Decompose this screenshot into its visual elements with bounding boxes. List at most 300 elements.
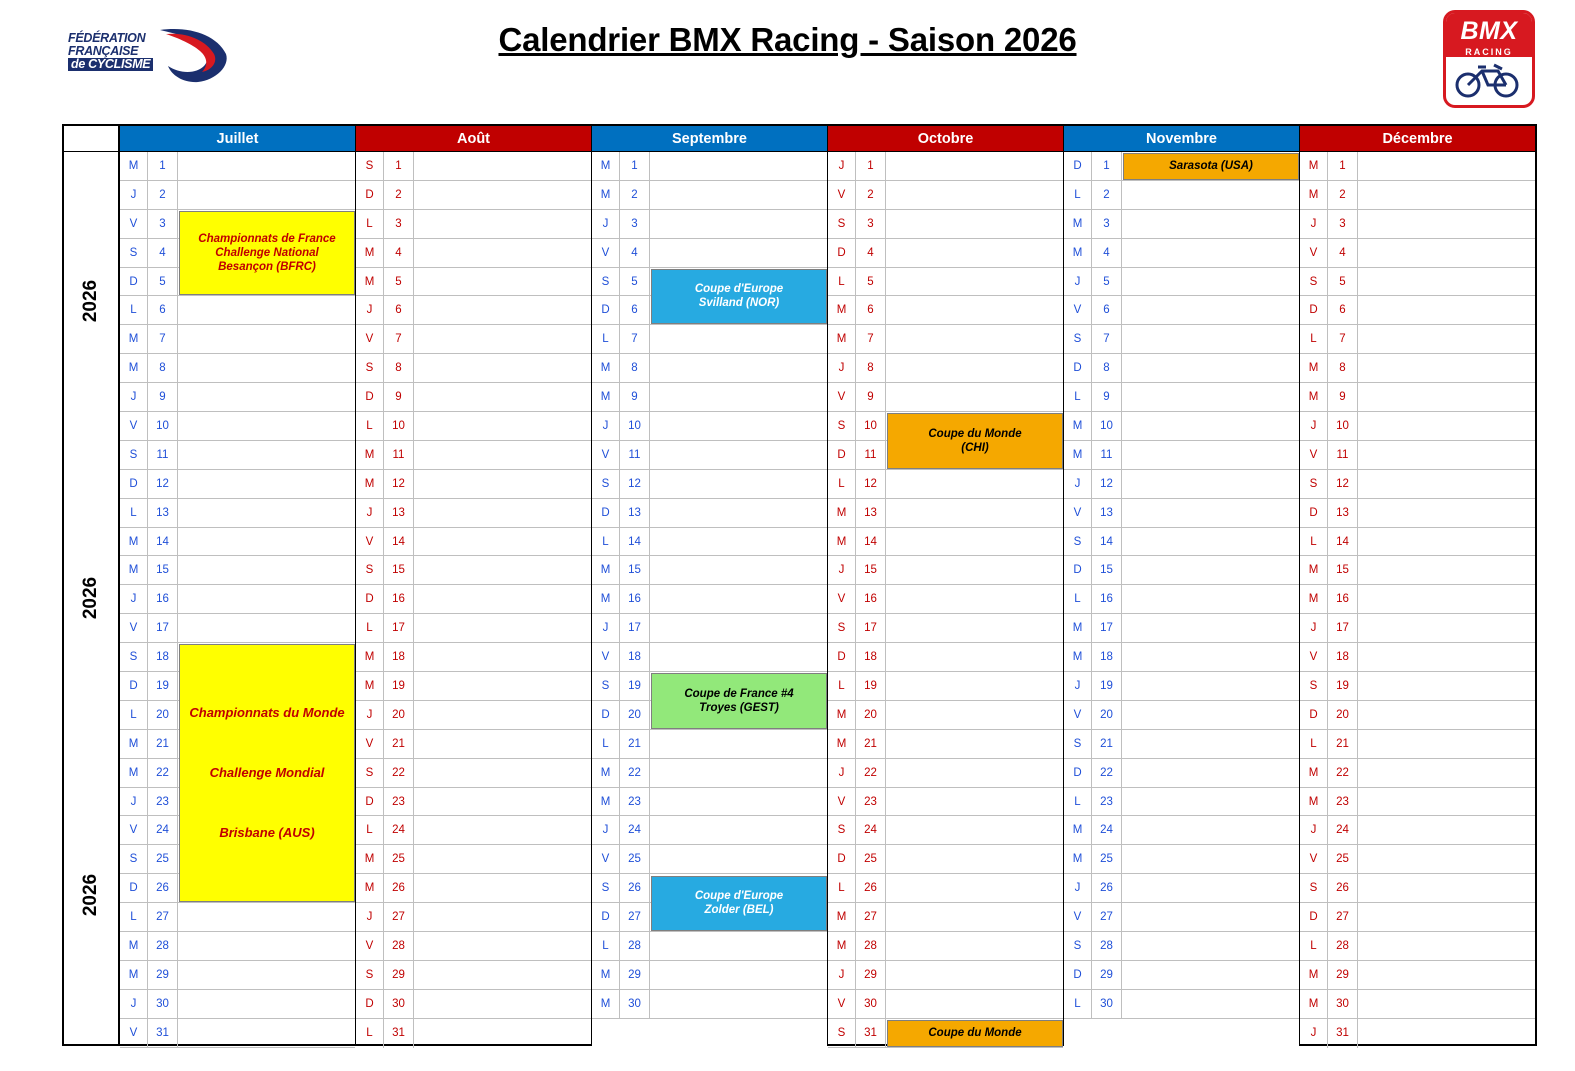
- event-cell[interactable]: [886, 701, 1063, 729]
- day-row[interactable]: [1300, 730, 1535, 759]
- event-cell[interactable]: [1358, 874, 1535, 902]
- day-row[interactable]: [356, 643, 591, 672]
- day-row[interactable]: [1300, 643, 1535, 672]
- day-row[interactable]: [1064, 181, 1299, 210]
- event-cell[interactable]: [414, 181, 591, 209]
- day-row[interactable]: [356, 383, 591, 412]
- event-cell[interactable]: [1358, 730, 1535, 758]
- event-cell[interactable]: [1122, 672, 1299, 700]
- day-row[interactable]: [1064, 845, 1299, 874]
- event-cell[interactable]: [886, 990, 1063, 1018]
- day-row[interactable]: [356, 470, 591, 499]
- event-cell[interactable]: [414, 239, 591, 267]
- event-cell[interactable]: [1122, 412, 1299, 440]
- calendar-event[interactable]: [1123, 153, 1299, 180]
- day-row[interactable]: [1300, 990, 1535, 1019]
- day-row[interactable]: [592, 845, 827, 874]
- event-cell[interactable]: [886, 730, 1063, 758]
- day-row[interactable]: [1300, 239, 1535, 268]
- day-row[interactable]: [828, 239, 1063, 268]
- day-row[interactable]: [356, 845, 591, 874]
- day-row[interactable]: [120, 528, 355, 557]
- day-row[interactable]: [592, 383, 827, 412]
- event-cell[interactable]: [1122, 499, 1299, 527]
- day-row[interactable]: [120, 383, 355, 412]
- event-cell[interactable]: [1358, 556, 1535, 584]
- day-row[interactable]: [356, 528, 591, 557]
- event-cell[interactable]: [1358, 268, 1535, 296]
- day-row[interactable]: [120, 181, 355, 210]
- day-row[interactable]: [828, 816, 1063, 845]
- event-cell[interactable]: [650, 614, 827, 642]
- day-row[interactable]: [592, 585, 827, 614]
- event-cell[interactable]: [886, 643, 1063, 671]
- day-row[interactable]: [828, 672, 1063, 701]
- day-row[interactable]: [356, 961, 591, 990]
- calendar-event[interactable]: [651, 876, 827, 932]
- event-cell[interactable]: [1122, 585, 1299, 613]
- calendar-event[interactable]: [887, 1020, 1063, 1047]
- event-cell[interactable]: [414, 152, 591, 180]
- day-row[interactable]: [1064, 759, 1299, 788]
- day-row[interactable]: [1300, 354, 1535, 383]
- event-cell[interactable]: [886, 614, 1063, 642]
- day-row[interactable]: [1064, 730, 1299, 759]
- day-row[interactable]: [356, 556, 591, 585]
- event-cell[interactable]: [178, 412, 355, 440]
- day-row[interactable]: [1300, 325, 1535, 354]
- event-cell[interactable]: [886, 383, 1063, 411]
- day-row[interactable]: [1064, 585, 1299, 614]
- day-row[interactable]: [828, 296, 1063, 325]
- event-cell[interactable]: [650, 470, 827, 498]
- day-row[interactable]: [828, 961, 1063, 990]
- event-cell[interactable]: [1122, 441, 1299, 469]
- day-row[interactable]: [120, 412, 355, 441]
- event-cell[interactable]: [886, 932, 1063, 960]
- event-cell[interactable]: [1122, 181, 1299, 209]
- day-row[interactable]: [1064, 990, 1299, 1019]
- event-cell[interactable]: [1122, 296, 1299, 324]
- event-cell[interactable]: [178, 528, 355, 556]
- day-row[interactable]: [592, 354, 827, 383]
- event-cell[interactable]: [414, 268, 591, 296]
- day-row[interactable]: [592, 412, 827, 441]
- event-cell[interactable]: [886, 470, 1063, 498]
- day-row[interactable]: [1300, 845, 1535, 874]
- event-cell[interactable]: [178, 296, 355, 324]
- event-cell[interactable]: [414, 903, 591, 931]
- day-row[interactable]: [1300, 268, 1535, 297]
- day-row[interactable]: [1064, 816, 1299, 845]
- day-row[interactable]: [356, 932, 591, 961]
- event-cell[interactable]: [1358, 181, 1535, 209]
- event-cell[interactable]: [650, 816, 827, 844]
- day-row[interactable]: [592, 730, 827, 759]
- event-cell[interactable]: [414, 759, 591, 787]
- event-cell[interactable]: [414, 556, 591, 584]
- event-cell[interactable]: [1122, 903, 1299, 931]
- event-cell[interactable]: [886, 585, 1063, 613]
- day-row[interactable]: [356, 239, 591, 268]
- event-cell[interactable]: [1358, 296, 1535, 324]
- day-row[interactable]: [592, 441, 827, 470]
- event-cell[interactable]: [1122, 268, 1299, 296]
- event-cell[interactable]: [1358, 816, 1535, 844]
- event-cell[interactable]: [414, 990, 591, 1018]
- event-cell[interactable]: [1122, 874, 1299, 902]
- day-row[interactable]: [1064, 903, 1299, 932]
- event-cell[interactable]: [414, 325, 591, 353]
- event-cell[interactable]: [178, 470, 355, 498]
- event-cell[interactable]: [886, 181, 1063, 209]
- event-cell[interactable]: [650, 961, 827, 989]
- event-cell[interactable]: [414, 585, 591, 613]
- day-row[interactable]: [356, 268, 591, 297]
- day-row[interactable]: [1064, 788, 1299, 817]
- event-cell[interactable]: [886, 903, 1063, 931]
- day-row[interactable]: [356, 441, 591, 470]
- day-row[interactable]: [1300, 1019, 1535, 1048]
- event-cell[interactable]: [1358, 1019, 1535, 1048]
- event-cell[interactable]: [650, 499, 827, 527]
- day-row[interactable]: [120, 585, 355, 614]
- event-cell[interactable]: [886, 759, 1063, 787]
- event-cell[interactable]: [178, 499, 355, 527]
- day-row[interactable]: [592, 990, 827, 1019]
- day-row[interactable]: [828, 903, 1063, 932]
- day-row[interactable]: [592, 643, 827, 672]
- day-row[interactable]: [1300, 672, 1535, 701]
- day-row[interactable]: [1064, 325, 1299, 354]
- event-cell[interactable]: [886, 816, 1063, 844]
- event-cell[interactable]: [886, 499, 1063, 527]
- day-row[interactable]: [1064, 556, 1299, 585]
- day-row[interactable]: [1300, 181, 1535, 210]
- day-row[interactable]: [356, 759, 591, 788]
- event-cell[interactable]: [1358, 701, 1535, 729]
- event-cell[interactable]: [650, 845, 827, 873]
- day-row[interactable]: [828, 499, 1063, 528]
- day-row[interactable]: [1300, 903, 1535, 932]
- day-row[interactable]: [1300, 556, 1535, 585]
- day-row[interactable]: [592, 816, 827, 845]
- event-cell[interactable]: [178, 441, 355, 469]
- day-row[interactable]: [1064, 874, 1299, 903]
- event-cell[interactable]: [414, 614, 591, 642]
- day-row[interactable]: [1300, 874, 1535, 903]
- day-row[interactable]: [356, 788, 591, 817]
- event-cell[interactable]: [886, 528, 1063, 556]
- day-row[interactable]: [828, 152, 1063, 181]
- event-cell[interactable]: [650, 730, 827, 758]
- day-row[interactable]: [1300, 528, 1535, 557]
- day-row[interactable]: [1064, 354, 1299, 383]
- day-row[interactable]: [828, 210, 1063, 239]
- event-cell[interactable]: [1358, 961, 1535, 989]
- event-cell[interactable]: [178, 354, 355, 382]
- day-row[interactable]: [592, 239, 827, 268]
- day-row[interactable]: [356, 816, 591, 845]
- day-row[interactable]: [120, 932, 355, 961]
- event-cell[interactable]: [1358, 788, 1535, 816]
- event-cell[interactable]: [886, 556, 1063, 584]
- event-cell[interactable]: [1358, 210, 1535, 238]
- day-row[interactable]: [1064, 268, 1299, 297]
- day-row[interactable]: [828, 845, 1063, 874]
- day-row[interactable]: [1300, 441, 1535, 470]
- event-cell[interactable]: [1358, 354, 1535, 382]
- event-cell[interactable]: [1122, 730, 1299, 758]
- event-cell[interactable]: [650, 412, 827, 440]
- day-row[interactable]: [1300, 412, 1535, 441]
- day-row[interactable]: [120, 470, 355, 499]
- event-cell[interactable]: [1122, 961, 1299, 989]
- event-cell[interactable]: [414, 730, 591, 758]
- event-cell[interactable]: [1122, 210, 1299, 238]
- event-cell[interactable]: [1358, 614, 1535, 642]
- event-cell[interactable]: [414, 528, 591, 556]
- event-cell[interactable]: [886, 268, 1063, 296]
- day-row[interactable]: [1300, 210, 1535, 239]
- day-row[interactable]: [1300, 961, 1535, 990]
- event-cell[interactable]: [886, 354, 1063, 382]
- day-row[interactable]: [1300, 585, 1535, 614]
- day-row[interactable]: [592, 499, 827, 528]
- day-row[interactable]: [828, 932, 1063, 961]
- event-cell[interactable]: [886, 325, 1063, 353]
- day-row[interactable]: [1300, 701, 1535, 730]
- day-row[interactable]: [828, 383, 1063, 412]
- day-row[interactable]: [1300, 788, 1535, 817]
- event-cell[interactable]: [178, 383, 355, 411]
- event-cell[interactable]: [178, 585, 355, 613]
- event-cell[interactable]: [1358, 845, 1535, 873]
- day-row[interactable]: [1064, 470, 1299, 499]
- event-cell[interactable]: [1122, 816, 1299, 844]
- day-row[interactable]: [828, 268, 1063, 297]
- day-row[interactable]: [356, 325, 591, 354]
- day-row[interactable]: [356, 874, 591, 903]
- event-cell[interactable]: [650, 759, 827, 787]
- day-row[interactable]: [828, 325, 1063, 354]
- event-cell[interactable]: [414, 701, 591, 729]
- calendar-event[interactable]: [887, 413, 1063, 469]
- day-row[interactable]: [828, 470, 1063, 499]
- day-row[interactable]: [1300, 152, 1535, 181]
- calendar-event[interactable]: [651, 673, 827, 729]
- day-row[interactable]: [356, 1019, 591, 1048]
- event-cell[interactable]: [178, 990, 355, 1018]
- event-cell[interactable]: [178, 152, 355, 180]
- event-cell[interactable]: [1358, 528, 1535, 556]
- day-row[interactable]: [120, 1019, 355, 1048]
- day-row[interactable]: [828, 788, 1063, 817]
- event-cell[interactable]: [414, 643, 591, 671]
- event-cell[interactable]: [650, 788, 827, 816]
- event-cell[interactable]: [650, 556, 827, 584]
- day-row[interactable]: [1064, 239, 1299, 268]
- calendar-event[interactable]: [651, 269, 827, 325]
- day-row[interactable]: [592, 528, 827, 557]
- event-cell[interactable]: [886, 296, 1063, 324]
- event-cell[interactable]: [1358, 499, 1535, 527]
- event-cell[interactable]: [886, 845, 1063, 873]
- day-row[interactable]: [1300, 499, 1535, 528]
- day-row[interactable]: [120, 441, 355, 470]
- event-cell[interactable]: [414, 354, 591, 382]
- event-cell[interactable]: [414, 932, 591, 960]
- day-row[interactable]: [120, 614, 355, 643]
- calendar-event[interactable]: [179, 211, 355, 296]
- event-cell[interactable]: [1358, 470, 1535, 498]
- event-cell[interactable]: [414, 296, 591, 324]
- day-row[interactable]: [1064, 961, 1299, 990]
- event-cell[interactable]: [414, 210, 591, 238]
- day-row[interactable]: [592, 556, 827, 585]
- event-cell[interactable]: [1122, 845, 1299, 873]
- day-row[interactable]: [1064, 528, 1299, 557]
- event-cell[interactable]: [650, 181, 827, 209]
- day-row[interactable]: [356, 730, 591, 759]
- event-cell[interactable]: [178, 961, 355, 989]
- day-row[interactable]: [356, 412, 591, 441]
- day-row[interactable]: [828, 730, 1063, 759]
- event-cell[interactable]: [1122, 528, 1299, 556]
- event-cell[interactable]: [650, 585, 827, 613]
- day-row[interactable]: [1064, 701, 1299, 730]
- event-cell[interactable]: [1358, 990, 1535, 1018]
- day-row[interactable]: [1064, 932, 1299, 961]
- day-row[interactable]: [1300, 470, 1535, 499]
- event-cell[interactable]: [650, 239, 827, 267]
- day-row[interactable]: [1300, 296, 1535, 325]
- event-cell[interactable]: [650, 441, 827, 469]
- day-row[interactable]: [1064, 383, 1299, 412]
- event-cell[interactable]: [886, 672, 1063, 700]
- event-cell[interactable]: [1122, 643, 1299, 671]
- day-row[interactable]: [356, 499, 591, 528]
- day-row[interactable]: [120, 961, 355, 990]
- day-row[interactable]: [1064, 412, 1299, 441]
- day-row[interactable]: [356, 672, 591, 701]
- event-cell[interactable]: [414, 412, 591, 440]
- event-cell[interactable]: [178, 1019, 355, 1047]
- day-row[interactable]: [356, 152, 591, 181]
- event-cell[interactable]: [178, 614, 355, 642]
- day-row[interactable]: [1064, 614, 1299, 643]
- event-cell[interactable]: [414, 441, 591, 469]
- day-row[interactable]: [1300, 816, 1535, 845]
- event-cell[interactable]: [1122, 383, 1299, 411]
- event-cell[interactable]: [414, 874, 591, 902]
- day-row[interactable]: [592, 152, 827, 181]
- event-cell[interactable]: [178, 932, 355, 960]
- event-cell[interactable]: [1122, 788, 1299, 816]
- event-cell[interactable]: [1358, 412, 1535, 440]
- event-cell[interactable]: [1358, 903, 1535, 931]
- day-row[interactable]: [828, 643, 1063, 672]
- event-cell[interactable]: [650, 325, 827, 353]
- day-row[interactable]: [592, 181, 827, 210]
- day-row[interactable]: [592, 325, 827, 354]
- event-cell[interactable]: [1358, 441, 1535, 469]
- event-cell[interactable]: [1122, 759, 1299, 787]
- event-cell[interactable]: [1358, 383, 1535, 411]
- event-cell[interactable]: [1358, 585, 1535, 613]
- day-row[interactable]: [1300, 614, 1535, 643]
- day-row[interactable]: [1064, 643, 1299, 672]
- event-cell[interactable]: [1122, 932, 1299, 960]
- day-row[interactable]: [592, 210, 827, 239]
- day-row[interactable]: [592, 932, 827, 961]
- calendar-event[interactable]: [179, 644, 355, 902]
- day-row[interactable]: [120, 354, 355, 383]
- event-cell[interactable]: [1358, 759, 1535, 787]
- day-row[interactable]: [1300, 932, 1535, 961]
- day-row[interactable]: [828, 585, 1063, 614]
- day-row[interactable]: [356, 296, 591, 325]
- day-row[interactable]: [356, 210, 591, 239]
- day-row[interactable]: [828, 759, 1063, 788]
- day-row[interactable]: [828, 990, 1063, 1019]
- day-row[interactable]: [592, 470, 827, 499]
- event-cell[interactable]: [1358, 325, 1535, 353]
- event-cell[interactable]: [178, 903, 355, 931]
- event-cell[interactable]: [1358, 672, 1535, 700]
- day-row[interactable]: [120, 325, 355, 354]
- day-row[interactable]: [120, 152, 355, 181]
- event-cell[interactable]: [886, 239, 1063, 267]
- day-row[interactable]: [1300, 383, 1535, 412]
- event-cell[interactable]: [414, 1019, 591, 1048]
- day-row[interactable]: [828, 528, 1063, 557]
- day-row[interactable]: [1064, 672, 1299, 701]
- event-cell[interactable]: [886, 874, 1063, 902]
- event-cell[interactable]: [1122, 354, 1299, 382]
- day-row[interactable]: [120, 556, 355, 585]
- event-cell[interactable]: [414, 470, 591, 498]
- event-cell[interactable]: [1122, 990, 1299, 1018]
- day-row[interactable]: [828, 614, 1063, 643]
- day-row[interactable]: [592, 614, 827, 643]
- day-row[interactable]: [356, 354, 591, 383]
- event-cell[interactable]: [886, 788, 1063, 816]
- day-row[interactable]: [356, 701, 591, 730]
- day-row[interactable]: [1064, 441, 1299, 470]
- day-row[interactable]: [120, 499, 355, 528]
- event-cell[interactable]: [178, 556, 355, 584]
- event-cell[interactable]: [414, 788, 591, 816]
- day-row[interactable]: [592, 788, 827, 817]
- day-row[interactable]: [1064, 499, 1299, 528]
- event-cell[interactable]: [1358, 932, 1535, 960]
- event-cell[interactable]: [650, 210, 827, 238]
- event-cell[interactable]: [414, 499, 591, 527]
- event-cell[interactable]: [650, 643, 827, 671]
- day-row[interactable]: [592, 961, 827, 990]
- event-cell[interactable]: [1358, 152, 1535, 180]
- event-cell[interactable]: [650, 354, 827, 382]
- day-row[interactable]: [356, 990, 591, 1019]
- day-row[interactable]: [120, 990, 355, 1019]
- day-row[interactable]: [120, 296, 355, 325]
- event-cell[interactable]: [414, 672, 591, 700]
- event-cell[interactable]: [1358, 643, 1535, 671]
- event-cell[interactable]: [650, 990, 827, 1018]
- event-cell[interactable]: [1122, 470, 1299, 498]
- day-row[interactable]: [1064, 210, 1299, 239]
